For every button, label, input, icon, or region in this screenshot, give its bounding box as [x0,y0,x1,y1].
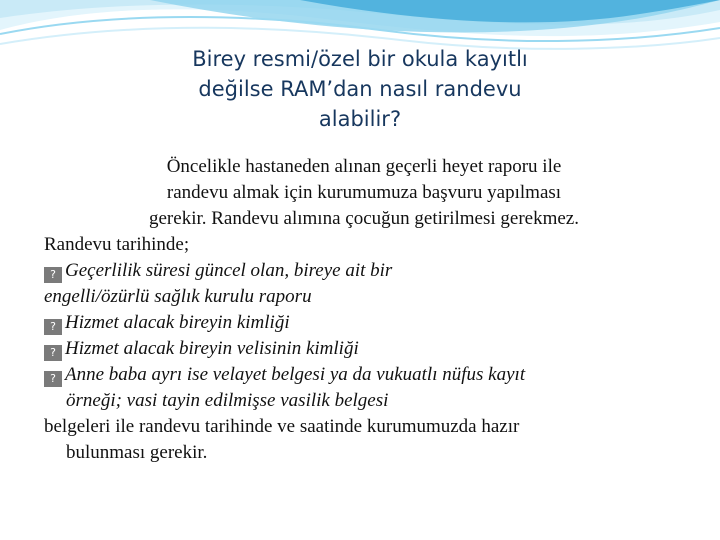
closing-line: bulunması gerekir. [66,442,208,463]
bullet-text: Hizmet alacak bireyin velisinin kimliği [65,338,359,359]
title-line: Birey resmi/özel bir okula kayıtlı [192,47,528,71]
bullet-text: Hizmet alacak bireyin kimliği [65,312,290,333]
title-line: alabilir? [318,107,402,131]
bullet-text-continued: engelli/özürlü sağlık kurulu raporu [44,286,312,307]
closing-paragraph [44,414,684,466]
slide-body [44,154,684,466]
bullet-placeholder-icon: ? [44,319,62,335]
intro-line: randevu almak için kurumumuza başvuru yapılması [166,182,562,203]
bullet-item [44,362,684,414]
bullet-placeholder-icon: ? [44,267,62,283]
bullet-item [44,258,684,310]
title-line: değilse RAM’dan nasıl randevu [198,77,522,101]
bullet-placeholder-icon: ? [44,345,62,361]
bullet-item [44,336,684,362]
bullet-text: Geçerlilik süresi güncel olan, bireye ait bir [65,260,393,281]
closing-line: belgeleri ile randevu tarihinde ve saatinde kurumumuzda hazır [44,416,520,437]
bullet-text-continued: örneği; vasi tayin edilmişse vasilik belgesi [66,390,389,411]
bullet-item [44,310,684,336]
bullet-text: Anne baba ayrı ise velayet belgesi ya da vukuatlı nüfus kayıt [65,364,526,385]
slide-title [140,44,580,134]
list-heading: Randevu tarihinde; [44,234,190,255]
intro-line: Öncelikle hastaneden alınan geçerli heyet raporu ile [166,156,562,177]
bullet-placeholder-icon: ? [44,371,62,387]
intro-paragraph [44,154,684,232]
intro-line: gerekir. Randevu alımına çocuğun getirilmesi gerekmez. [149,208,579,229]
